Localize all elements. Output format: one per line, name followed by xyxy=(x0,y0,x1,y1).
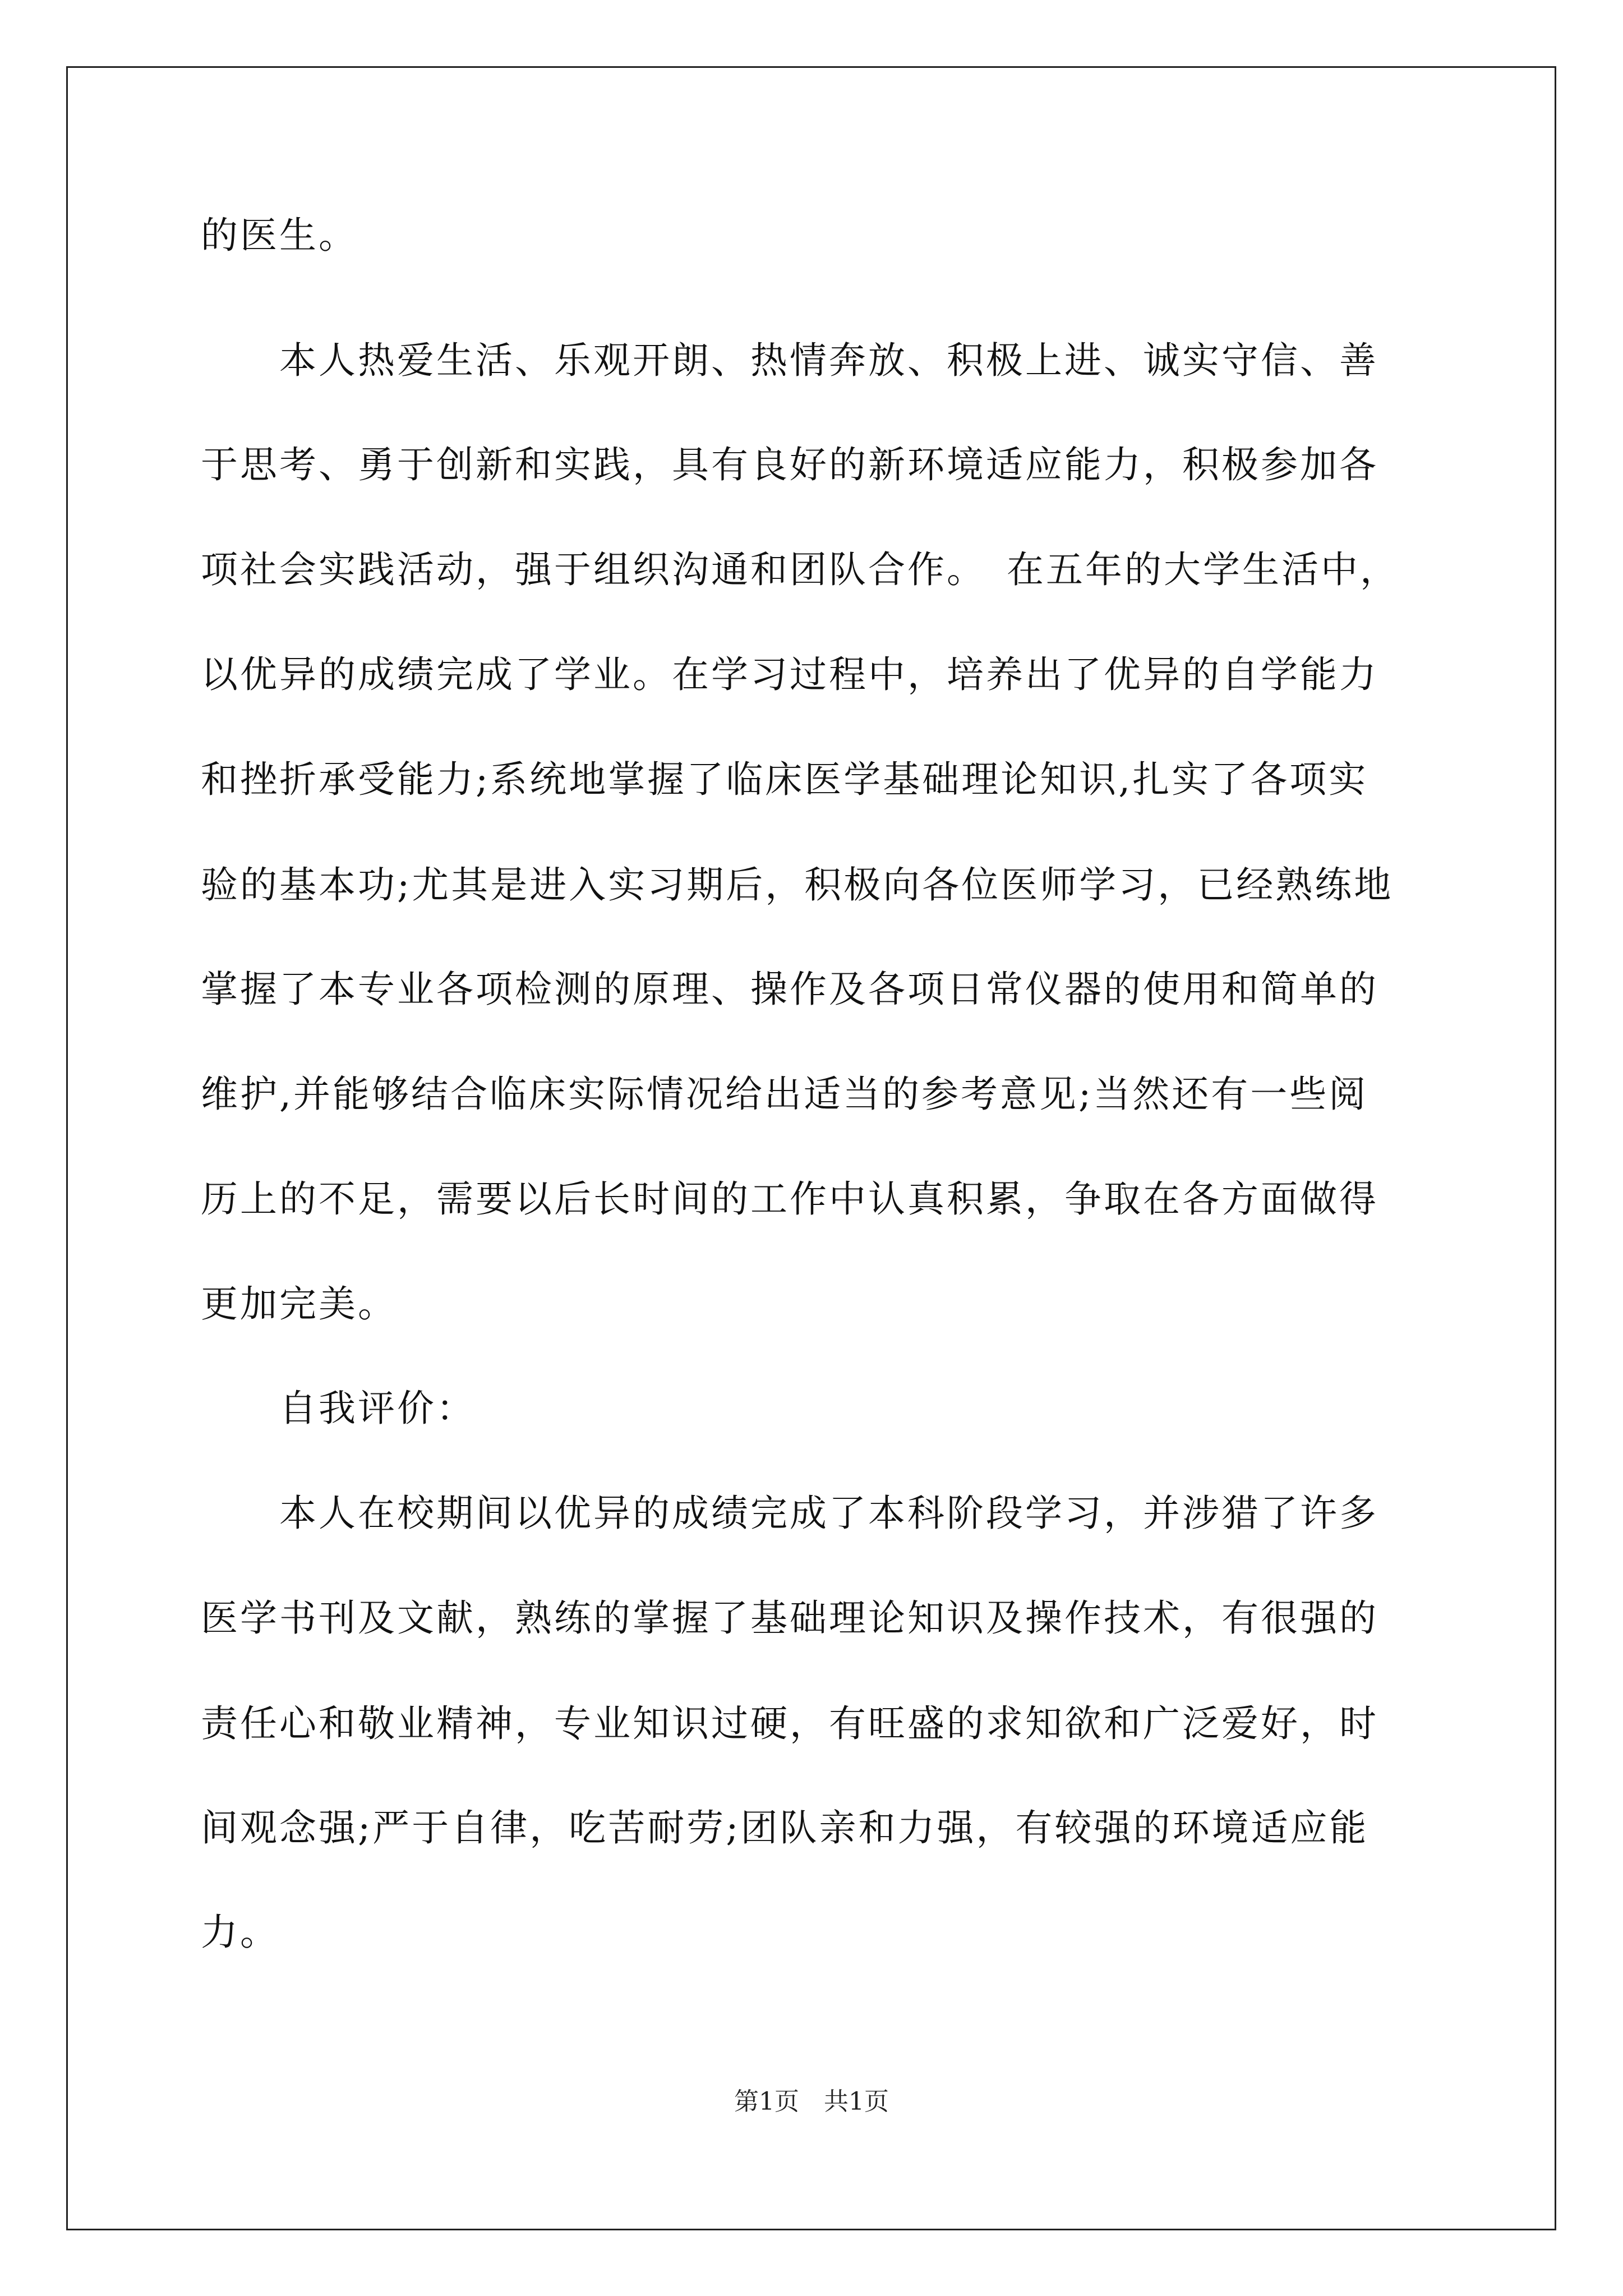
text-line: 历上的不足，需要以后长时间的工作中认真积累，争取在各方面做得 xyxy=(201,1177,1378,1221)
text-line: 维护,并能够结合临床实际情况给出适当的参考意见;当然还有一些阅 xyxy=(201,1073,1368,1116)
text-line: 本人在校期间以优异的成绩完成了本科阶段学习，并涉猎了许多 xyxy=(201,1492,1378,1535)
text-line: 和挫折承受能力;系统地掌握了临床医学基础理论知识,扎实了各项实 xyxy=(201,758,1368,801)
text-line: 掌握了本专业各项检测的原理、操作及各项日常仪器的使用和简单的 xyxy=(201,968,1378,1011)
text-line: 的医生。 xyxy=(201,214,358,257)
text-line: 验的基本功;尤其是进入实习期后，积极向各位医师学习，已经熟练地 xyxy=(201,863,1394,907)
text-line: 更加完美。 xyxy=(201,1282,397,1326)
text-line: 项社会实践活动，强于组织沟通和团队合作。 在五年的大学生活中， xyxy=(201,548,1399,591)
text-line: 责任心和敬业精神，专业知识过硬，有旺盛的求知欲和广泛爱好，时 xyxy=(201,1702,1378,1745)
page-number: 第1页 共1页 xyxy=(734,2087,889,2116)
text-line: 于思考、勇于创新和实践，具有良好的新环境适应能力，积极参加各 xyxy=(201,443,1378,486)
text-line: 以优异的成绩完成了学业。在学习过程中，培养出了优异的自学能力 xyxy=(201,653,1378,696)
text-line: 本人热爱生活、乐观开朗、热情奔放、积极上进、诚实守信、善 xyxy=(201,339,1378,382)
text-line: 医学书刊及文献，熟练的掌握了基础理论知识及操作技术，有很强的 xyxy=(201,1596,1378,1640)
section-heading: 自我评价： xyxy=(201,1387,476,1430)
text-line: 力。 xyxy=(201,1911,279,1954)
page-border xyxy=(66,66,1556,2230)
text-line: 间观念强;严于自律，吃苦耐劳;团队亲和力强，有较强的环境适应能 xyxy=(201,1806,1369,1849)
